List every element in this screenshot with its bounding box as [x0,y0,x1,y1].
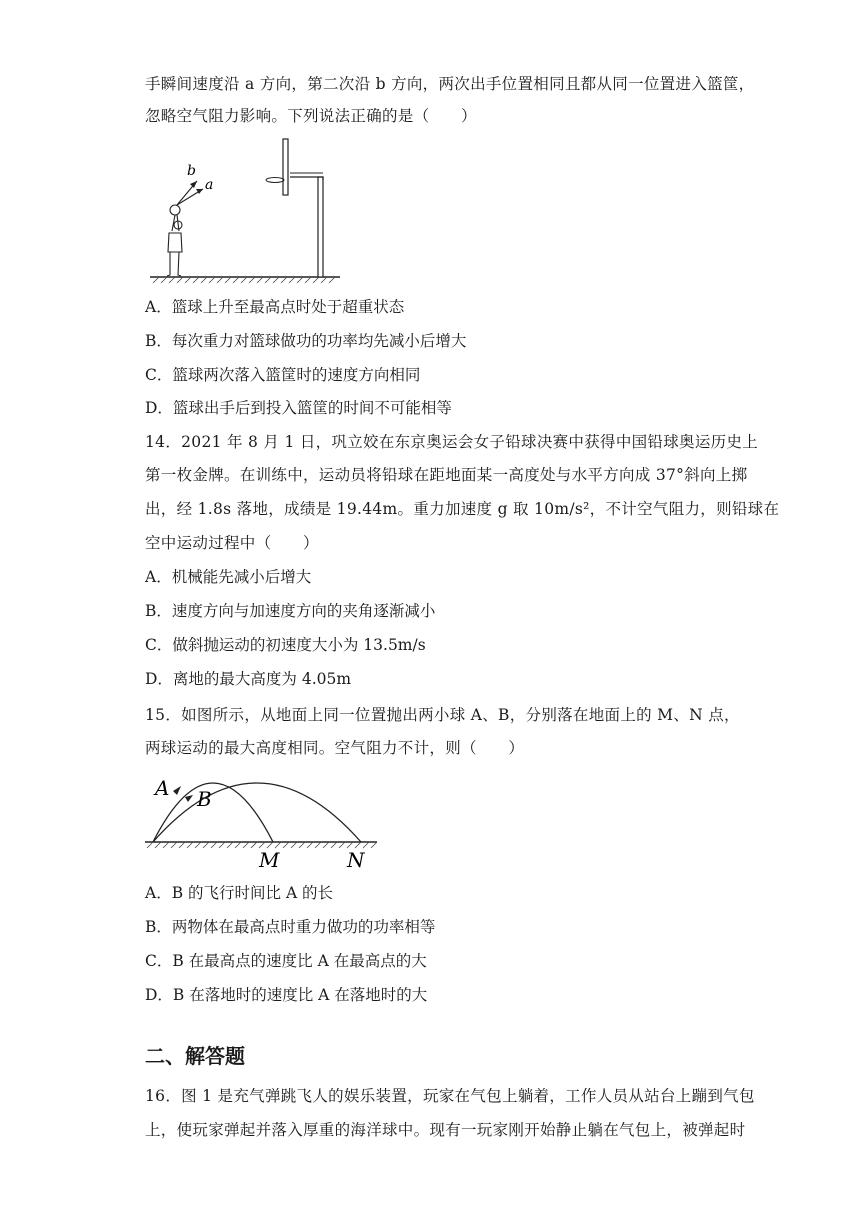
q14-option-b: B．速度方向与加速度方向的夹角逐渐减小 [145,602,436,620]
q13-option-a: A．篮球上升至最高点时处于超重状态 [145,298,405,316]
basketball-figure [145,135,345,285]
label-A: A [155,776,170,800]
label-a: a [205,177,214,193]
q13-option-b: B．每次重力对篮球做功的功率均先减小后增大 [145,332,467,350]
q16-text-line-2: 上，使玩家弹起并落入厚重的海洋球中。现有一玩家刚开始静止躺在气包上，被弹起时 [145,1121,746,1139]
label-N: N [347,848,365,872]
q13-text-line-2: 忽略空气阻力影响。下列说法正确的是（ ） [145,107,477,125]
q13-option-c: C．篮球两次落入篮筐时的速度方向相同 [145,366,421,384]
q15-text-line-2: 两球运动的最大高度相同。空气阻力不计，则（ ） [145,739,525,757]
q13-option-d: D．篮球出手后到投入篮筐的时间不可能相等 [145,399,452,417]
q14-text-line-4: 空中运动过程中（ ） [145,534,319,552]
q15-option-a: A．B 的飞行时间比 A 的长 [145,884,334,902]
q14-option-d: D．离地的最大高度为 4.05m [145,670,352,688]
q14-option-a: A．机械能先减小后增大 [145,568,312,586]
label-B: B [197,787,212,811]
label-b: b [187,163,196,179]
q14-text-line-2: 第一枚金牌。在训练中，运动员将铅球在距地面某一高度处与水平方向成 37°斜向上掷 [145,466,748,484]
label-M: M [259,848,280,872]
q15-option-c: C．B 在最高点的速度比 A 在最高点的大 [145,952,427,970]
q14-text-line-1: 14．2021 年 8 月 1 日，巩立姣在东京奥运会女子铅球决赛中获得中国铅球奥运历史上 [145,433,759,451]
q15-option-d: D．B 在落地时的速度比 A 在落地时的大 [145,986,428,1004]
q14-option-c: C．做斜抛运动的初速度大小为 13.5m/s [145,636,426,654]
section-title: 二、解答题 [145,1044,245,1068]
q15-option-b: B．两物体在最高点时重力做功的功率相等 [145,918,436,936]
q15-text-line-1: 15．如图所示，从地面上同一位置抛出两小球 A、B，分别落在地面上的 M、N 点， [145,706,740,724]
projectile-figure [145,760,385,875]
q14-text-line-3: 出，经 1.8s 落地，成绩是 19.44m。重力加速度 g 取 10m/s²，不计空气阻力，则铅球在 [145,500,780,518]
q13-text-line-1: 手瞬间速度沿 a 方向，第二次沿 b 方向，两次出手位置相同且都从同一位置进入篮筐， [145,75,755,93]
q16-text-line-1: 16．图 1 是充气弹跳飞人的娱乐装置，玩家在气包上躺着，工作人员从站台上蹦到气包 [145,1087,755,1105]
